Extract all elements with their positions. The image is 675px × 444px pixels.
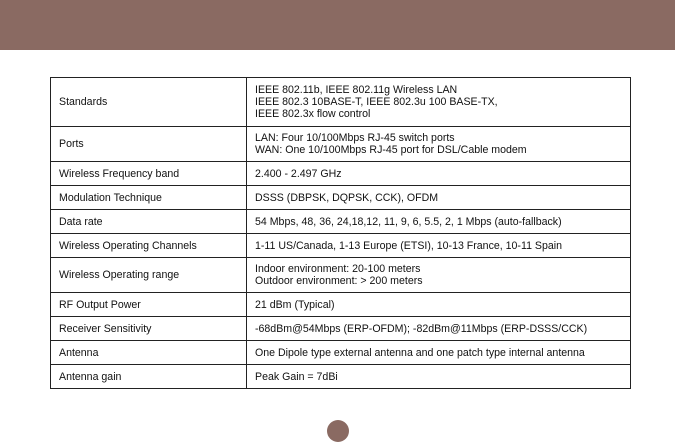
spec-label: Wireless Operating range <box>51 258 247 293</box>
page-marker-dot <box>327 420 349 442</box>
table-row <box>51 365 631 389</box>
table-row <box>51 293 631 317</box>
spec-value-line: IEEE 802.3 10BASE-T, IEEE 802.3u 100 BASE-TX, <box>255 96 498 108</box>
spec-label: Receiver Sensitivity <box>51 317 247 341</box>
table-row <box>51 162 631 186</box>
spec-value-line: 2.400 - 2.497 GHz <box>255 167 342 180</box>
spec-value-line: Peak Gain = 7dBi <box>255 370 338 383</box>
spec-label: RF Output Power <box>51 293 247 317</box>
spec-value <box>247 234 631 258</box>
spec-value <box>247 186 631 210</box>
table-row <box>51 127 631 162</box>
spec-value-line: -68dBm@54Mbps (ERP-OFDM); -82dBm@11Mbps (ERP-DSSS/CCK) <box>255 322 588 335</box>
header-band <box>0 0 675 50</box>
spec-value <box>247 317 631 341</box>
spec-label: Data rate <box>51 210 247 234</box>
spec-label: Modulation Technique <box>51 186 247 210</box>
spec-value-line: 54 Mbps, 48, 36, 24,18,12, 11, 9, 6, 5.5, 2, 1 Mbps (auto-fallback) <box>255 215 562 228</box>
spec-value-line: Outdoor environment: > 200 meters <box>255 275 423 287</box>
spec-value <box>247 162 631 186</box>
spec-value <box>247 258 631 293</box>
table-row <box>51 78 631 127</box>
spec-value-line: Indoor environment: 20-100 meters <box>255 263 421 275</box>
spec-value <box>247 341 631 365</box>
spec-value-line: 21 dBm (Typical) <box>255 298 335 311</box>
table-row <box>51 258 631 293</box>
spec-value-line: DSSS (DBPSK, DQPSK, CCK), OFDM <box>255 191 439 204</box>
spec-value <box>247 78 631 127</box>
spec-value-line: LAN: Four 10/100Mbps RJ-45 switch ports <box>255 132 455 144</box>
spec-label: Ports <box>51 127 247 162</box>
spec-label: Wireless Operating Channels <box>51 234 247 258</box>
spec-value-line: One Dipole type external antenna and one patch type internal antenna <box>255 346 585 359</box>
table-row <box>51 186 631 210</box>
table-row <box>51 341 631 365</box>
spec-value-line: IEEE 802.3x flow control <box>255 108 371 120</box>
spec-value-line: WAN: One 10/100Mbps RJ-45 port for DSL/Cable modem <box>255 144 527 156</box>
spec-value <box>247 210 631 234</box>
table-row <box>51 234 631 258</box>
spec-value <box>247 365 631 389</box>
table-row <box>51 210 631 234</box>
spec-value <box>247 127 631 162</box>
spec-table <box>50 77 631 389</box>
spec-label: Antenna gain <box>51 365 247 389</box>
spec-label: Standards <box>51 78 247 127</box>
spec-value-line: IEEE 802.11b, IEEE 802.11g Wireless LAN <box>255 84 458 96</box>
spec-value <box>247 293 631 317</box>
spec-label: Wireless Frequency band <box>51 162 247 186</box>
table-row <box>51 317 631 341</box>
spec-value-line: 1-11 US/Canada, 1-13 Europe (ETSI), 10-13 France, 10-11 Spain <box>255 239 562 252</box>
spec-label: Antenna <box>51 341 247 365</box>
